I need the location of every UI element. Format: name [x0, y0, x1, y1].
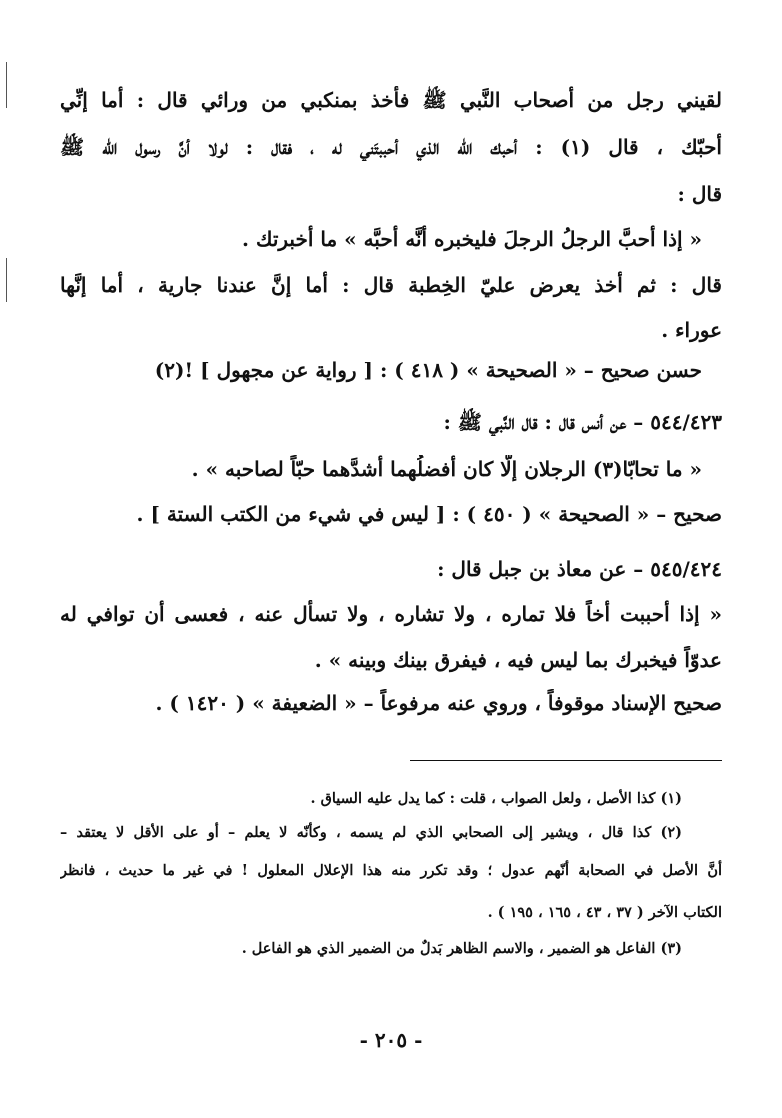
footnote-separator [410, 760, 722, 761]
page-number: - ٢٠٥ - [359, 1028, 423, 1052]
body-line: عوراء . [661, 318, 722, 342]
footnote: (٢) كذا قال ، ويشير إلى الصحابي الذي لم يسمه ، وكأنّه لا يعلم – أو على الأقل لا يعتقد – [60, 824, 682, 841]
hadith-text: « إذا أحببت أخاً فلا تماره ، ولا تشاره ، ولا تسأل عنه ، فعسى أن توافي له [60, 602, 722, 626]
margin-mark [6, 62, 7, 108]
body-line: أحبّك ، قال (١) : أحبك اللّه الذي أحببتَني له ، فقال : لولا أنَّ رسول اللّه ﷺ [60, 135, 722, 159]
hadith-text: « ما تحابّا(٣) الرجلان إلّا كان أفضلُهما أشدَّهما حبّاً لصاحبه » . [191, 457, 702, 481]
footnote: أنَّ الأصل في الصحابة أنّهم عدول ؛ وقد تكرر منه هذا الإعلال المعلول ! في غير ما حديث ، فانظر [60, 862, 722, 879]
hadith-heading: ٥٤٥/٤٢٤ – عن معاذ بن جبل قال : [437, 557, 722, 581]
page-body [60, 0, 722, 1118]
grading-line: صحيح الإسناد موقوفاً ، وروي عنه مرفوعاً – « الضعيفة » ( ١٤٢٠ ) . [155, 691, 722, 715]
footnote: (٣) الفاعل هو الضمير ، والاسم الظاهر بَدلٌ من الضمير الذي هو الفاعل . [241, 940, 682, 957]
body-line: قال : [677, 182, 722, 206]
footnote: الكتاب الآخر ( ٣٧ ، ٤٣ ، ١٦٥ ، ١٩٥ ) . [487, 904, 722, 921]
margin-mark [6, 258, 7, 302]
body-line: قال : ثم أخذ يعرض عليّ الخِطبة قال : أما إنَّ عندنا جارية ، أما إنَّها [60, 273, 722, 297]
footnote: (١) كذا الأصل ، ولعل الصواب ، قلت : كما يدل عليه السياق . [310, 790, 682, 807]
hadith-text: « إذا أحبَّ الرجلُ الرجلَ فليخبره أنَّه أحبَّه » ما أخبرتك . [242, 227, 702, 251]
grading-line: حسن صحيح – « الصحيحة » ( ٤١٨ ) : [ رواية عن مجهول ] !(٢) [154, 358, 702, 382]
body-line: لقيني رجل من أصحاب النَّبي ﷺ فأخذ بمنكبي من ورائي قال : أما إنِّي [60, 88, 722, 112]
hadith-heading: ٥٤٤/٤٢٣ – عن أنس قال : قال النَّبي ﷺ : [443, 410, 722, 434]
hadith-text: عدوّاً فيخبرك بما ليس فيه ، فيفرق بينك وبينه » . [314, 648, 722, 672]
grading-line: صحيح – « الصحيحة » ( ٤٥٠ ) : [ ليس في شيء من الكتب الستة ] . [136, 502, 722, 526]
